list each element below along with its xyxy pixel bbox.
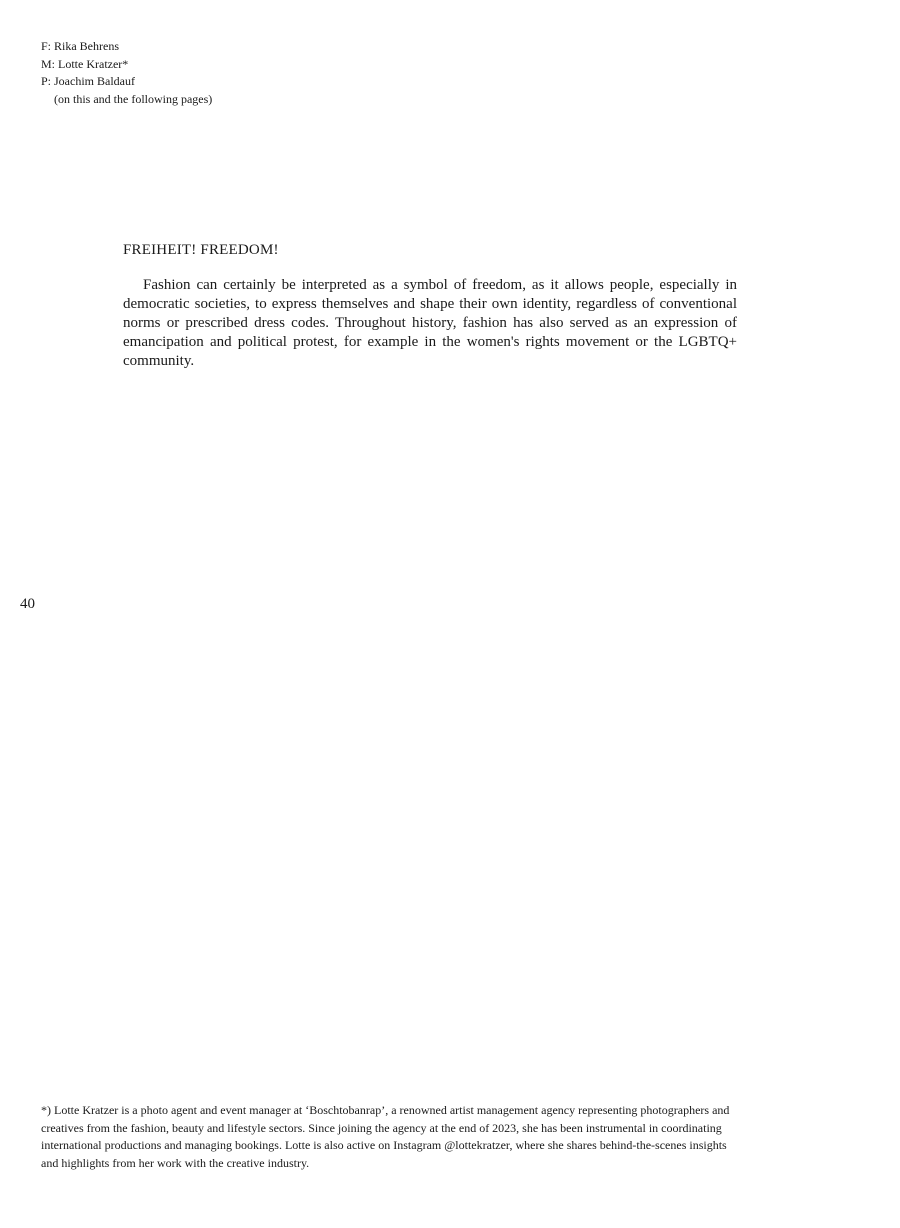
footnote: *) Lotte Kratzer is a photo agent and event manager at ‘Boschtobanrap’, a renowned artist management agency representing photographers and creatives from the fashion, beauty and lifestyle sectors. Since joining the agency at the end of 2023, she has been instrumental in coordinating international productions and managing bookings. Lotte is also active on Instagram @lottekratzer, where she shares behind-the-scenes insights and highlights from her work with the creative industry. — [41, 1103, 730, 1170]
credits-block — [41, 38, 212, 108]
article — [123, 240, 737, 371]
article-heading: FREIHEIT! FREEDOM! — [123, 242, 279, 258]
credit-model: M: Lotte Kratzer* — [41, 56, 129, 71]
article-body: Fashion can certainly be interpreted as a symbol of freedom, as it allows people, especially in democratic societies, to express themselves and shape their own identity, regardless of conventional norms or prescribed dress codes. Throughout history, fashion has also served as an expression of emancipation and political protest, for example in the women's rights movement or the LGBTQ+ community. — [123, 277, 737, 369]
credit-note: (on this and the following pages) — [54, 91, 213, 106]
credit-photographer: P: Joachim Baldauf — [41, 74, 135, 88]
credit-fashion: F: Rika Behrens — [41, 39, 119, 53]
page-number: 40 — [20, 596, 35, 612]
